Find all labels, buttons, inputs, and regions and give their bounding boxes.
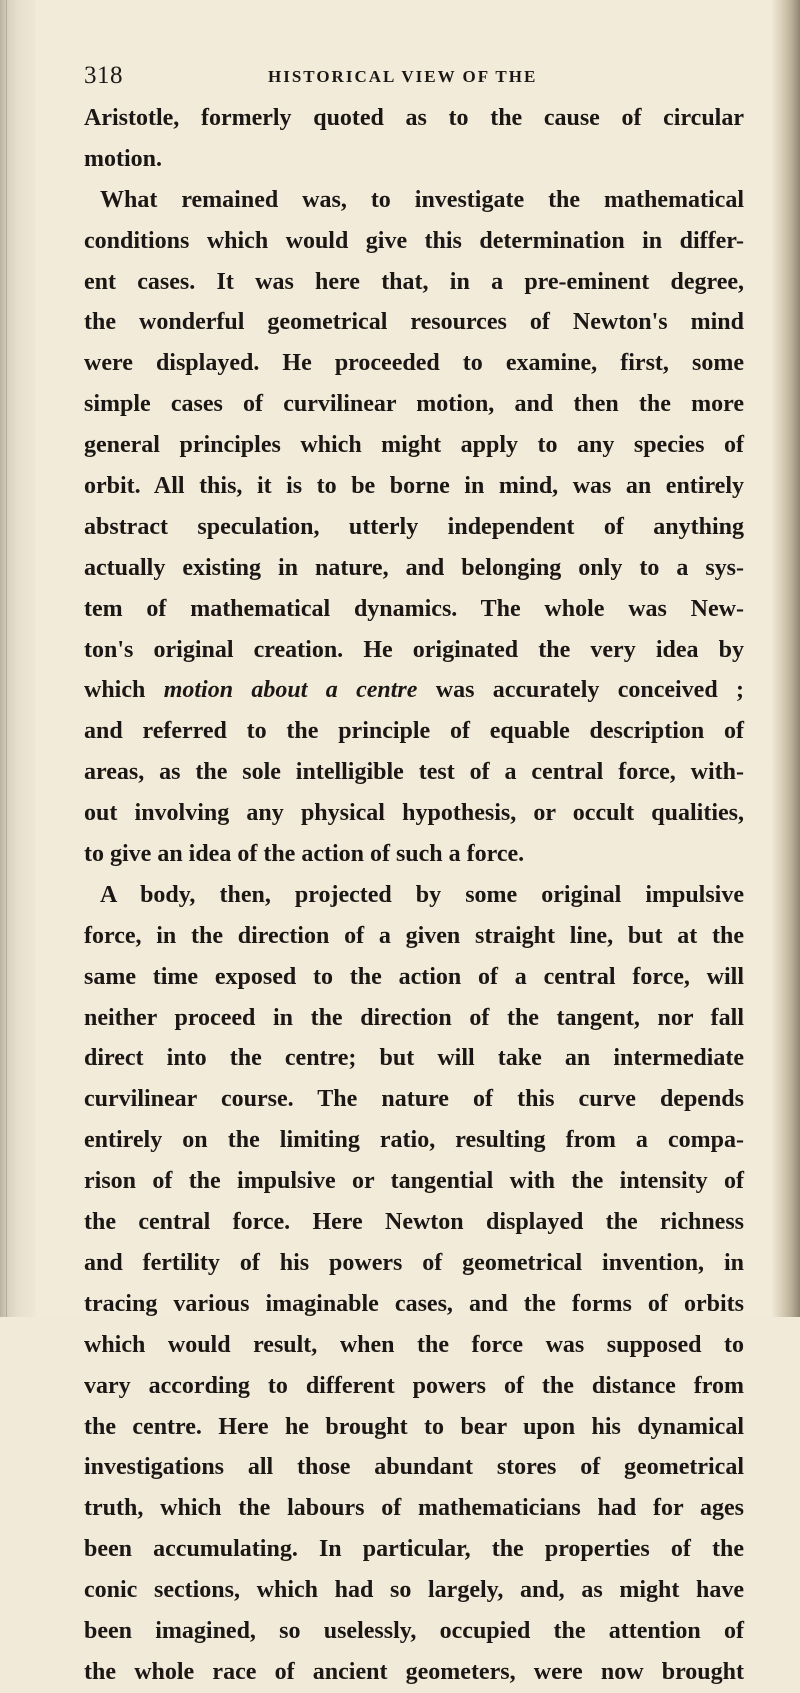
text-line: areas, as the sole intelligible test of a central force, with- <box>84 759 744 786</box>
text-line-with-emphasis <box>84 670 744 711</box>
text-line: abstract speculation, utterly independent of anything <box>84 513 744 540</box>
text-line: Aristotle, formerly quoted as to the cause of circular <box>84 105 744 131</box>
text-line: vary according to different powers of the distance from <box>84 1372 744 1399</box>
text-line: truth, which the labours of mathematicians had for ages <box>84 1495 744 1522</box>
text-line: ton's original creation. He originated the very idea by <box>84 636 744 663</box>
text-line: motion. <box>84 145 162 172</box>
text-line: tracing various imaginable cases, and the forms of orbits <box>84 1290 744 1317</box>
running-title: HISTORICAL VIEW OF THE <box>268 67 538 86</box>
body-text <box>84 98 744 1693</box>
text-line: out involving any physical hypothesis, or occult qualities, <box>84 800 744 827</box>
text-line: were displayed. He proceeded to examine, first, some <box>84 350 744 377</box>
text-line: and fertility of his powers of geometrical invention, in <box>84 1249 744 1276</box>
text-line: actually existing in nature, and belonging only to a sys- <box>84 554 744 581</box>
text-segment: which <box>84 677 146 704</box>
text-line: the whole race of ancient geometers, were now brought <box>84 1658 744 1685</box>
page-edge <box>772 0 800 1317</box>
text-line: and referred to the principle of equable description of <box>84 718 744 745</box>
text-line: conditions which would give this determination in differ- <box>84 227 744 254</box>
running-head <box>84 62 744 94</box>
text-line: the wonderful geometrical resources of Newton's mind <box>84 309 744 336</box>
page-number: 318 <box>84 62 123 89</box>
text-line: rison of the impulsive or tangential with the intensity of <box>84 1168 744 1195</box>
text-line: to give an idea of the action of such a force. <box>84 841 525 868</box>
text-line: direct into the centre; but will take an intermediate <box>84 1045 744 1072</box>
page-binding-gutter <box>0 0 36 1317</box>
text-line: simple cases of curvilinear motion, and then the more <box>84 391 744 418</box>
text-line: neither proceed in the direction of the tangent, nor fall <box>84 1004 744 1031</box>
text-line: A body, then, projected by some original impulsive <box>100 881 744 908</box>
emphasized-phrase: motion about a centre <box>163 677 418 704</box>
text-segment: was accurately conceived ; <box>435 677 744 704</box>
text-line: tem of mathematical dynamics. The whole was New- <box>84 595 744 622</box>
text-line: the central force. Here Newton displayed the richness <box>84 1209 744 1236</box>
text-line: orbit. All this, it is to be borne in mind, was an entirely <box>84 473 744 500</box>
text-line: ent cases. It was here that, in a pre-eminent degree, <box>84 268 744 295</box>
text-line: entirely on the limiting ratio, resulting from a compa- <box>84 1127 744 1154</box>
text-line: which would result, when the force was supposed to <box>84 1331 744 1358</box>
text-line: conic sections, which had so largely, and, as might have <box>84 1577 744 1604</box>
text-line: been accumulating. In particular, the properties of the <box>84 1536 744 1563</box>
text-line: What remained was, to investigate the mathematical <box>100 186 744 213</box>
text-line: general principles which might apply to any species of <box>84 432 744 459</box>
text-line: the centre. Here he brought to bear upon his dynamical <box>84 1413 744 1440</box>
text-line: same time exposed to the action of a central force, will <box>84 963 744 990</box>
text-line: force, in the direction of a given straight line, but at the <box>84 922 744 949</box>
text-line: curvilinear course. The nature of this curve depends <box>84 1086 744 1113</box>
text-line: investigations all those abundant stores of geometrical <box>84 1454 744 1481</box>
text-line: been imagined, so uselessly, occupied the attention of <box>84 1617 744 1644</box>
